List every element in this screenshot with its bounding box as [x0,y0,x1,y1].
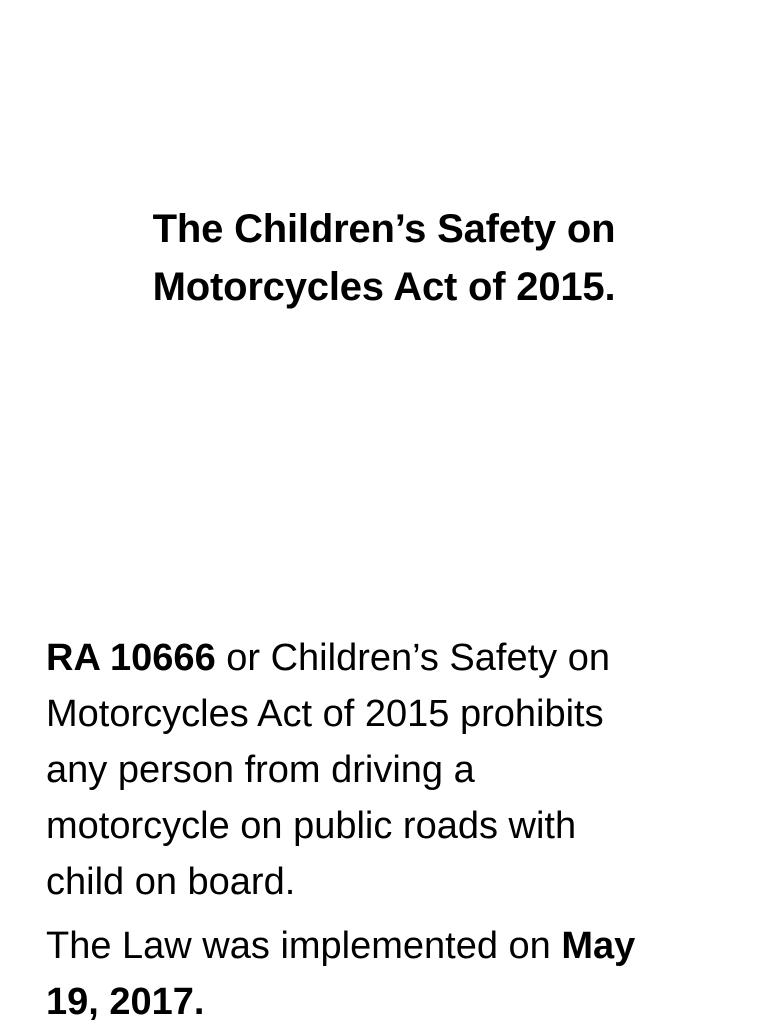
slide-title [0,200,768,316]
law-number: RA 10666 [46,637,216,679]
paragraph-1-line-3: any person from driving a [46,749,475,791]
paragraph-law-description [46,630,746,910]
title-line-1: The Children’s Safety on [152,207,616,251]
paragraph-2-line-2 [46,974,746,1030]
slide-body [46,630,746,1030]
paragraph-1-line-1 [46,630,746,686]
paragraph-1-line-5: child on board. [46,861,296,903]
date-month: May [561,925,636,967]
paragraph-1-line-2: Motorcycles Act of 2015 prohibits [46,693,604,735]
paragraph-1-line-4: motorcycle on public roads with [46,805,577,847]
paragraph-2-line-1-text: The Law was implemented on [46,925,562,967]
paragraph-2-line-1 [46,918,746,974]
date-day-year: 19, 2017. [46,981,205,1023]
title-line-2: Motorcycles Act of 2015. [152,265,616,309]
paragraph-implementation-date [46,918,746,1030]
paragraph-1-line-1-rest: or Children’s Safety on [215,637,610,679]
